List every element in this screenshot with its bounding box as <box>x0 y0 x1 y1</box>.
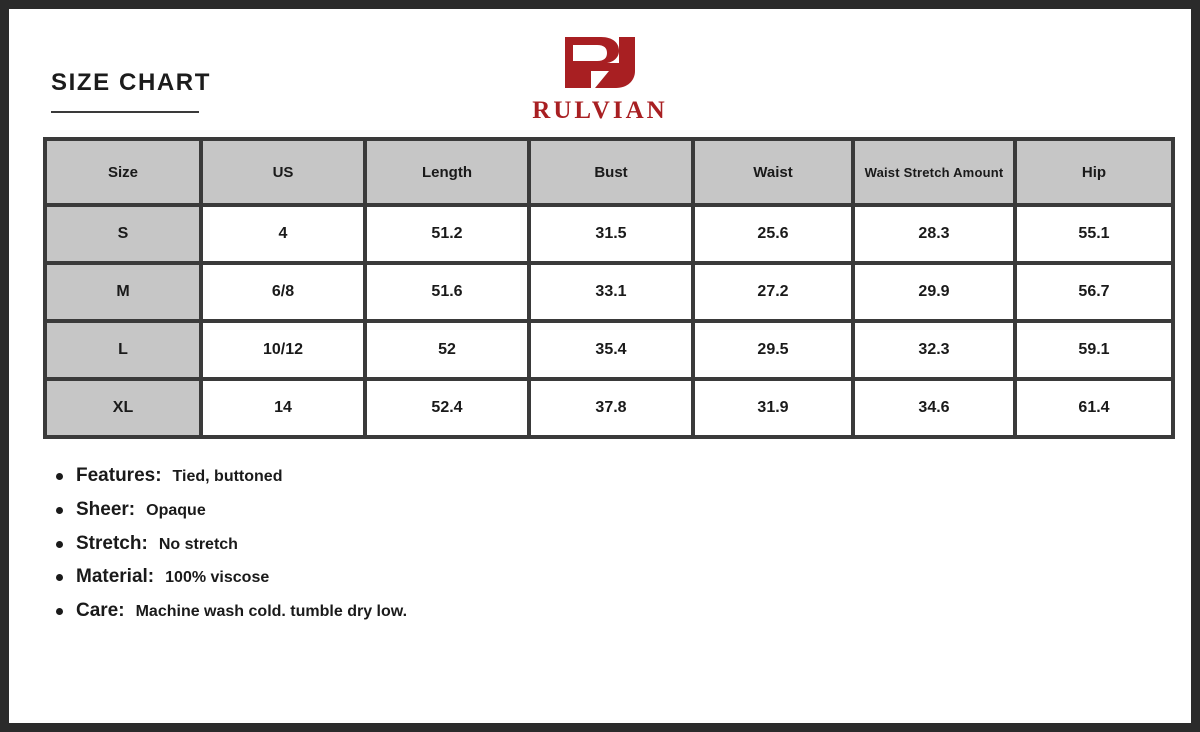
cell-size: S <box>47 207 199 261</box>
cell-waist-stretch: 32.3 <box>855 323 1013 377</box>
table-row <box>47 381 1171 435</box>
cell-hip: 55.1 <box>1017 207 1171 261</box>
cell-waist: 25.6 <box>695 207 851 261</box>
cell-size: XL <box>47 381 199 435</box>
cell-bust: 33.1 <box>531 265 691 319</box>
spec-label: Features: <box>76 465 162 486</box>
spec-value: 100% viscose <box>165 569 270 587</box>
column-header-length: Length <box>367 141 527 203</box>
table-row <box>47 323 1171 377</box>
spec-value: Tied, buttoned <box>172 468 283 485</box>
table-header-row <box>47 141 1171 203</box>
list-item <box>56 533 1158 556</box>
cell-us: 4 <box>203 207 363 261</box>
column-header-size: Size <box>47 141 199 203</box>
spec-label: Material: <box>76 566 155 588</box>
bullet-icon <box>56 574 63 581</box>
cell-waist-stretch: 34.6 <box>855 381 1013 435</box>
cell-waist-stretch: 29.9 <box>855 265 1013 319</box>
bullet-icon <box>56 541 63 548</box>
cell-bust: 31.5 <box>531 207 691 261</box>
table-row <box>47 207 1171 261</box>
cell-hip: 59.1 <box>1017 323 1171 377</box>
list-item <box>56 566 1158 589</box>
column-header-bust: Bust <box>531 141 691 203</box>
spec-label: Stretch: <box>76 532 148 554</box>
table-row <box>47 265 1171 319</box>
cell-waist: 31.9 <box>695 381 851 435</box>
spec-label: Care: <box>76 600 125 622</box>
product-details-list <box>42 465 1158 623</box>
cell-us: 14 <box>203 381 363 435</box>
column-header-us: US <box>203 141 363 203</box>
rulvian-r-monogram-icon <box>557 31 643 93</box>
bullet-icon <box>56 473 63 480</box>
cell-hip: 56.7 <box>1017 265 1171 319</box>
list-item <box>56 465 1158 488</box>
list-item <box>56 600 1158 623</box>
cell-size: M <box>47 265 199 319</box>
page-header <box>42 9 1158 137</box>
cell-waist: 29.5 <box>695 323 851 377</box>
cell-us: 6/8 <box>203 265 363 319</box>
column-header-waist: Waist <box>695 141 851 203</box>
cell-bust: 35.4 <box>531 323 691 377</box>
cell-length: 52.4 <box>367 381 527 435</box>
cell-hip: 61.4 <box>1017 381 1171 435</box>
cell-bust: 37.8 <box>531 381 691 435</box>
cell-waist-stretch: 28.3 <box>855 207 1013 261</box>
cell-length: 52 <box>367 323 527 377</box>
cell-waist: 27.2 <box>695 265 851 319</box>
column-header-hip: Hip <box>1017 141 1171 203</box>
spec-value: Opaque <box>146 501 206 519</box>
page-content <box>9 9 1191 723</box>
bullet-icon <box>56 507 63 514</box>
cell-size: L <box>47 323 199 377</box>
spec-value: No stretch <box>158 535 238 553</box>
spec-value: Machine wash cold. tumble dry low. <box>135 603 408 621</box>
cell-length: 51.2 <box>367 207 527 261</box>
page-title: SIZE CHART <box>51 69 211 96</box>
column-header-waist-stretch-amount: Waist Stretch Amount <box>855 141 1013 203</box>
size-chart-table <box>43 137 1175 439</box>
list-item <box>56 499 1158 522</box>
brand-lockup <box>42 31 1158 125</box>
cell-us: 10/12 <box>203 323 363 377</box>
bullet-icon <box>56 608 63 615</box>
spec-label: Sheer: <box>76 498 136 520</box>
cell-length: 51.6 <box>367 265 527 319</box>
brand-name: RULVIAN <box>532 97 668 124</box>
